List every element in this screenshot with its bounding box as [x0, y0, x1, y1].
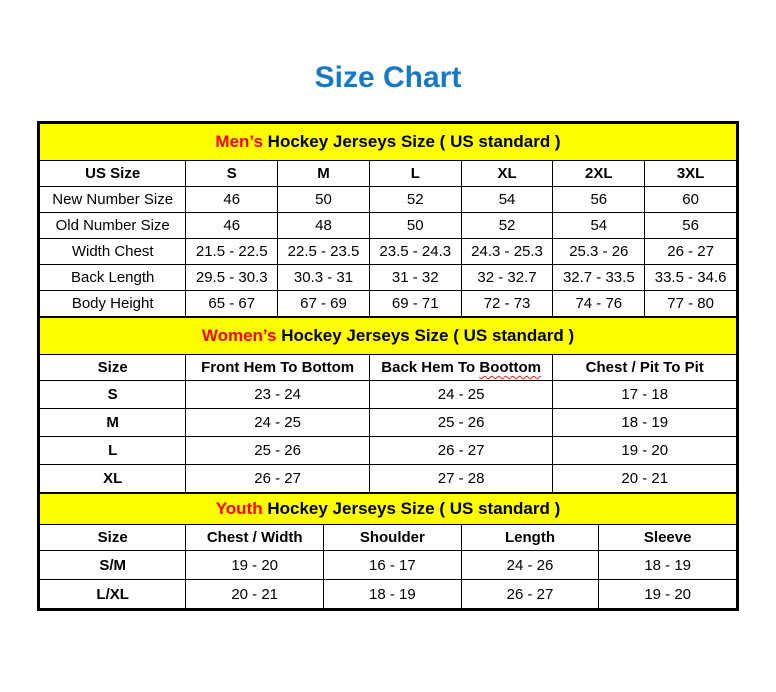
cell: 18 - 19: [324, 580, 462, 609]
cell: 19 - 20: [186, 551, 324, 580]
cell: 60: [645, 187, 737, 213]
cell: 65 - 67: [186, 291, 278, 317]
youth-row-lxl: [40, 580, 737, 609]
cell: 24 - 26: [461, 551, 599, 580]
cell: 77 - 80: [645, 291, 737, 317]
row-label: Body Height: [40, 291, 186, 317]
youth-section-title-rest: Hockey Jerseys Size ( US standard ): [262, 499, 561, 518]
cell: 26 - 27: [645, 239, 737, 265]
cell: 19 - 20: [599, 580, 737, 609]
page-title: Size Chart: [314, 61, 462, 94]
womens-section-title-accent: Women’s: [201, 326, 277, 345]
cell: 74 - 76: [553, 291, 645, 317]
row-label: L/XL: [40, 580, 186, 609]
cell: 17 - 18: [553, 381, 737, 409]
cell: 54: [553, 213, 645, 239]
cell: 24.3 - 25.3: [461, 239, 553, 265]
mens-col-s: S: [186, 161, 278, 187]
row-label: M: [40, 409, 186, 437]
cell: 52: [461, 213, 553, 239]
womens-section-band: [40, 318, 737, 355]
back-hem-prefix: Back Hem To: [381, 359, 480, 376]
cell: 26 - 27: [461, 580, 599, 609]
youth-header-row: [40, 525, 737, 551]
youth-size-table: [39, 493, 737, 609]
cell: 18 - 19: [599, 551, 737, 580]
cell: 23 - 24: [186, 381, 370, 409]
cell: 24 - 25: [186, 409, 370, 437]
cell: 50: [369, 213, 461, 239]
row-label: XL: [40, 465, 186, 493]
cell: 25 - 26: [369, 409, 553, 437]
womens-row-xl: [40, 465, 737, 493]
row-label: Width Chest: [40, 239, 186, 265]
cell: 18 - 19: [553, 409, 737, 437]
mens-row-back-length: [40, 265, 737, 291]
cell: 52: [369, 187, 461, 213]
cell: 16 - 17: [324, 551, 462, 580]
cell: 24 - 25: [369, 381, 553, 409]
mens-row-body-height: [40, 291, 737, 317]
mens-row-width-chest: [40, 239, 737, 265]
mens-section-title-rest: Hockey Jerseys Size ( US standard ): [262, 132, 561, 151]
youth-row-sm: [40, 551, 737, 580]
mens-col-l: L: [369, 161, 461, 187]
cell: 31 - 32: [369, 265, 461, 291]
mens-col-3xl: 3XL: [645, 161, 737, 187]
mens-col-2xl: 2XL: [553, 161, 645, 187]
mens-size-table: [39, 123, 737, 317]
row-label: S/M: [40, 551, 186, 580]
cell: 22.5 - 23.5: [278, 239, 370, 265]
womens-row-l: [40, 437, 737, 465]
cell: 32 - 32.7: [461, 265, 553, 291]
row-label: New Number Size: [40, 187, 186, 213]
youth-col-chest: Chest / Width: [186, 525, 324, 551]
cell: 32.7 - 33.5: [553, 265, 645, 291]
row-label: L: [40, 437, 186, 465]
mens-row-old-number: [40, 213, 737, 239]
mens-section-title: [40, 124, 737, 161]
mens-row-new-number: [40, 187, 737, 213]
youth-section-band: [40, 494, 737, 525]
youth-col-shoulder: Shoulder: [324, 525, 462, 551]
youth-section-title-accent: Youth: [215, 499, 263, 518]
cell: 69 - 71: [369, 291, 461, 317]
cell: 50: [278, 187, 370, 213]
row-label: Old Number Size: [40, 213, 186, 239]
cell: 46: [186, 213, 278, 239]
cell: 20 - 21: [553, 465, 737, 493]
womens-col-size: Size: [40, 355, 186, 381]
cell: 48: [278, 213, 370, 239]
womens-size-table: [39, 317, 737, 493]
row-label: S: [40, 381, 186, 409]
womens-col-chest: Chest / Pit To Pit: [553, 355, 737, 381]
youth-col-size: Size: [40, 525, 186, 551]
youth-section-title: [40, 494, 737, 525]
mens-col-m: M: [278, 161, 370, 187]
womens-row-s: [40, 381, 737, 409]
mens-section-title-accent: Men’s: [215, 132, 263, 151]
cell: 26 - 27: [369, 437, 553, 465]
mens-header-row: [40, 161, 737, 187]
row-label: Back Length: [40, 265, 186, 291]
cell: 19 - 20: [553, 437, 737, 465]
cell: 25 - 26: [186, 437, 370, 465]
womens-section-title-rest: Hockey Jerseys Size ( US standard ): [276, 326, 575, 345]
cell: 30.3 - 31: [278, 265, 370, 291]
youth-col-sleeve: Sleeve: [599, 525, 737, 551]
cell: 25.3 - 26: [553, 239, 645, 265]
mens-col-xl: XL: [461, 161, 553, 187]
cell: 27 - 28: [369, 465, 553, 493]
womens-col-front-hem: Front Hem To Bottom: [186, 355, 370, 381]
cell: 54: [461, 187, 553, 213]
cell: 29.5 - 30.3: [186, 265, 278, 291]
cell: 26 - 27: [186, 465, 370, 493]
cell: 46: [186, 187, 278, 213]
cell: 20 - 21: [186, 580, 324, 609]
mens-col-us-size: US Size: [40, 161, 186, 187]
back-hem-misspelled-word: Boottom: [479, 359, 542, 376]
cell: 21.5 - 22.5: [186, 239, 278, 265]
cell: 23.5 - 24.3: [369, 239, 461, 265]
size-chart: [37, 121, 739, 611]
mens-section-band: [40, 124, 737, 161]
womens-row-m: [40, 409, 737, 437]
cell: 56: [553, 187, 645, 213]
cell: 72 - 73: [461, 291, 553, 317]
womens-section-title: [40, 318, 737, 355]
cell: 67 - 69: [278, 291, 370, 317]
womens-header-row: [40, 355, 737, 381]
womens-col-back-hem: [369, 355, 553, 381]
youth-col-length: Length: [461, 525, 599, 551]
cell: 33.5 - 34.6: [645, 265, 737, 291]
cell: 56: [645, 213, 737, 239]
